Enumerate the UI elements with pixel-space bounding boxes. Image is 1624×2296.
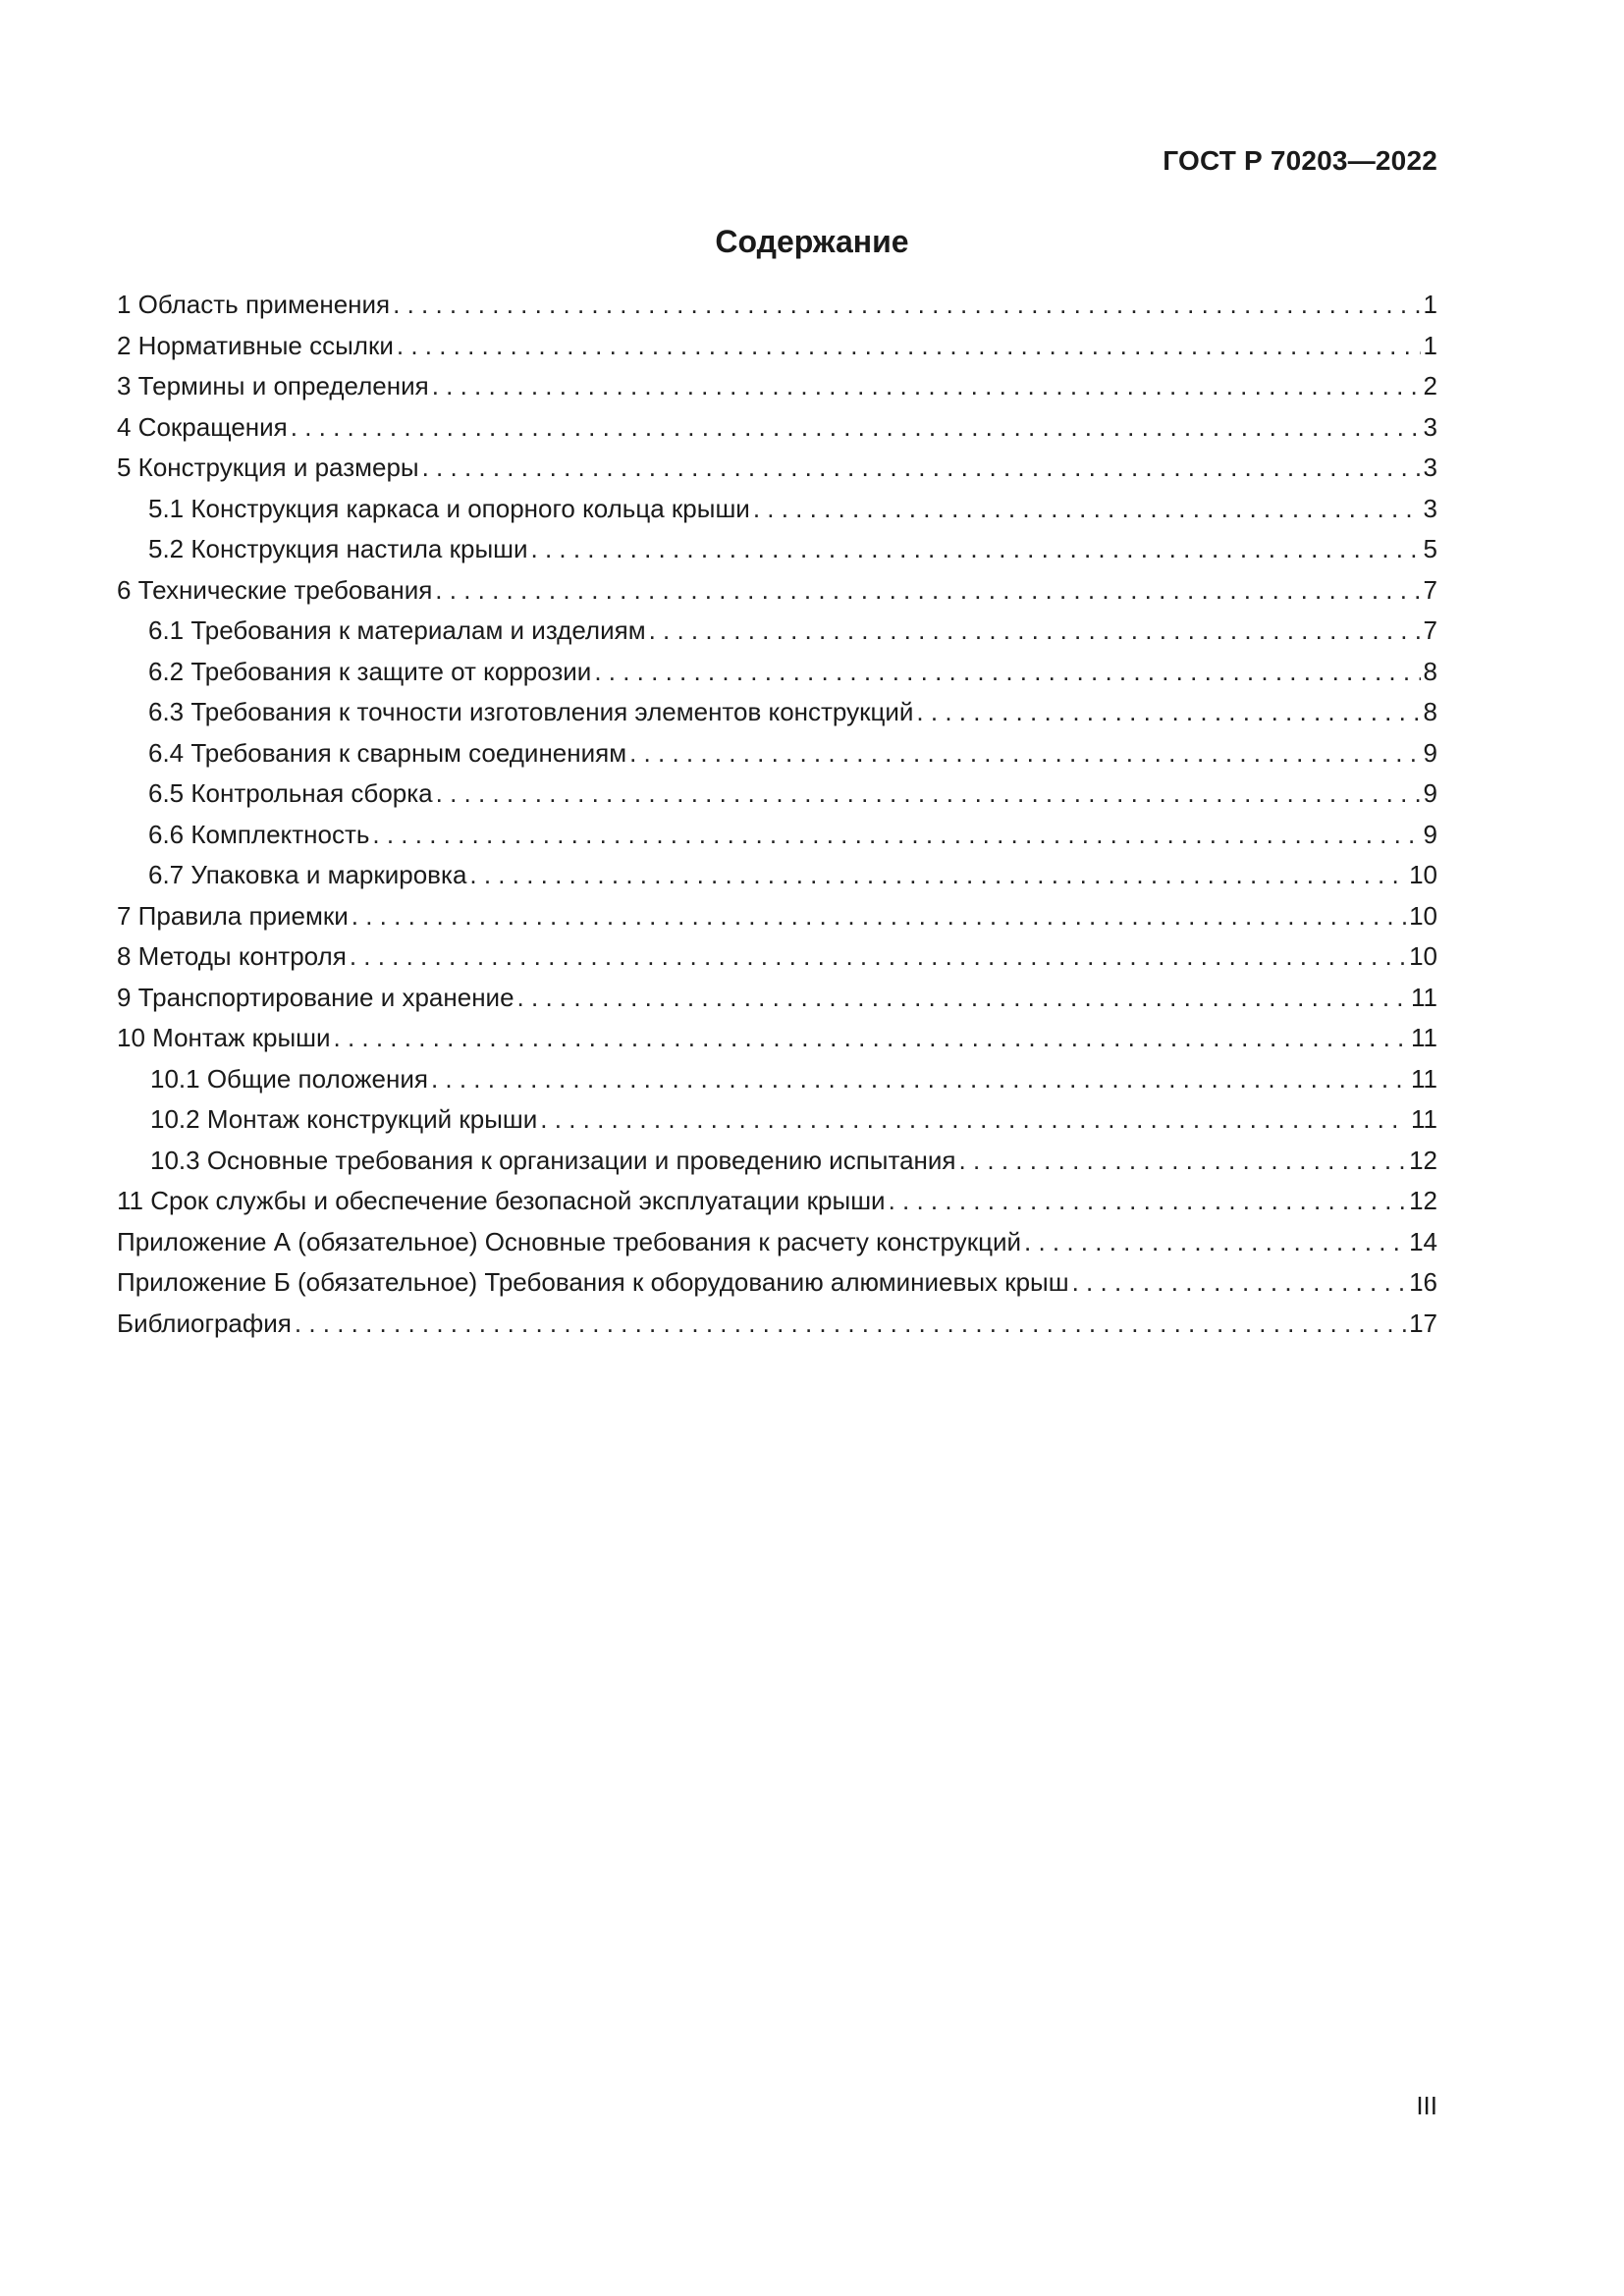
toc-leader-dots — [295, 1304, 1406, 1345]
toc-entry-label: 3 Термины и определения — [117, 371, 429, 400]
toc-leader-dots — [531, 529, 1421, 570]
table-of-contents — [117, 285, 1437, 1344]
toc-entry[interactable] — [117, 733, 1437, 774]
toc-leader-dots — [334, 1018, 1408, 1059]
toc-entry-label: 6.1 Требования к материалам и изделиям — [148, 615, 646, 645]
toc-entry[interactable] — [117, 529, 1437, 570]
toc-entry-label: 5 Конструкция и размеры — [117, 453, 419, 482]
toc-entry-page: 10 — [1409, 941, 1437, 971]
toc-entry-label: 10.2 Монтаж конструкций крыши — [150, 1104, 538, 1134]
toc-leader-dots — [432, 366, 1421, 407]
toc-entry-label: 1 Область применения — [117, 290, 391, 319]
toc-entry[interactable] — [117, 815, 1437, 856]
toc-entry-label: 6.5 Контрольная сборка — [148, 778, 433, 808]
toc-entry-page: 11 — [1411, 1063, 1437, 1094]
toc-leader-dots — [435, 570, 1420, 612]
toc-entry[interactable] — [117, 570, 1437, 612]
toc-leader-dots — [291, 407, 1421, 449]
toc-leader-dots — [517, 978, 1408, 1019]
toc-leader-dots — [629, 733, 1420, 774]
document-code: ГОСТ Р 70203—2022 — [1163, 145, 1437, 176]
toc-entry[interactable] — [117, 489, 1437, 530]
toc-entry-label: 6.4 Требования к сварным соединениям — [148, 737, 627, 768]
toc-leader-dots — [422, 448, 1421, 489]
toc-entry-page: 10 — [1409, 860, 1437, 889]
toc-leader-dots — [889, 1181, 1407, 1222]
toc-entry-page: 11 — [1411, 1023, 1437, 1052]
toc-entry-page: 12 — [1409, 1186, 1437, 1215]
toc-entry-label: Приложение Б (обязательное) Требования к оборудованию алюминиевых крыш — [117, 1267, 1069, 1297]
toc-title: Содержание — [715, 224, 909, 259]
page-number: III — [1416, 2091, 1437, 2120]
toc-leader-dots — [350, 936, 1406, 978]
toc-entry[interactable] — [117, 285, 1437, 326]
toc-entry[interactable] — [117, 1099, 1437, 1141]
toc-entry-label: 5.2 Конструкция настила крыши — [148, 534, 528, 563]
toc-entry-label: 9 Транспортирование и хранение — [117, 982, 514, 1012]
toc-entry-label: 5.1 Конструкция каркаса и опорного кольца крыши — [148, 493, 750, 523]
toc-entry-page: 7 — [1423, 615, 1437, 645]
toc-entry-page: 3 — [1423, 453, 1437, 482]
toc-entry-page: 9 — [1423, 819, 1437, 849]
toc-entry[interactable] — [117, 978, 1437, 1019]
toc-entry[interactable] — [117, 1304, 1437, 1345]
toc-entry[interactable] — [117, 1181, 1437, 1222]
toc-entry[interactable] — [117, 326, 1437, 367]
toc-entry-page: 8 — [1423, 656, 1437, 686]
toc-entry-page: 9 — [1423, 737, 1437, 768]
toc-leader-dots — [594, 652, 1420, 693]
toc-entry[interactable] — [117, 692, 1437, 733]
toc-entry-label: 2 Нормативные ссылки — [117, 330, 394, 360]
toc-entry[interactable] — [117, 611, 1437, 652]
toc-entry-page: 5 — [1423, 534, 1437, 563]
toc-entry[interactable] — [117, 855, 1437, 896]
toc-entry[interactable] — [117, 1018, 1437, 1059]
toc-entry-page: 12 — [1409, 1145, 1437, 1175]
toc-entry-page: 3 — [1423, 493, 1437, 523]
toc-leader-dots — [431, 1059, 1408, 1100]
toc-entry[interactable] — [117, 448, 1437, 489]
toc-entry[interactable] — [117, 407, 1437, 449]
toc-entry-label: 10.1 Общие положения — [150, 1063, 428, 1094]
toc-entry[interactable] — [117, 366, 1437, 407]
toc-entry-page: 3 — [1423, 411, 1437, 442]
toc-entry[interactable] — [117, 774, 1437, 815]
toc-leader-dots — [959, 1141, 1407, 1182]
toc-entry-page: 8 — [1423, 697, 1437, 726]
toc-entry-page: 14 — [1409, 1226, 1437, 1256]
toc-entry[interactable] — [117, 1059, 1437, 1100]
toc-leader-dots — [753, 489, 1421, 530]
toc-entry-page: 11 — [1411, 1104, 1437, 1134]
toc-leader-dots — [649, 611, 1421, 652]
toc-entry[interactable] — [117, 1141, 1437, 1182]
toc-entry-label: 4 Сокращения — [117, 411, 288, 442]
toc-entry-label: 6.3 Требования к точности изготовления элементов конструкций — [148, 697, 914, 726]
toc-leader-dots — [372, 815, 1420, 856]
toc-entry-label: 10.3 Основные требования к организации и проведению испытания — [150, 1145, 956, 1175]
toc-entry[interactable] — [117, 896, 1437, 937]
toc-entry-page: 2 — [1423, 371, 1437, 400]
toc-entry-label: Библиография — [117, 1308, 292, 1338]
toc-entry-page: 10 — [1409, 900, 1437, 931]
toc-entry[interactable] — [117, 936, 1437, 978]
toc-leader-dots — [393, 285, 1420, 326]
toc-leader-dots — [469, 855, 1406, 896]
toc-entry-label: 11 Срок службы и обеспечение безопасной эксплуатации крыши — [117, 1186, 886, 1215]
toc-entry-page: 16 — [1409, 1267, 1437, 1297]
toc-entry-label: 6.6 Комплектность — [148, 819, 370, 849]
toc-entry-page: 1 — [1423, 330, 1437, 360]
toc-entry-label: 6.7 Упаковка и маркировка — [148, 860, 467, 889]
toc-entry-page: 1 — [1423, 290, 1437, 319]
toc-leader-dots — [436, 774, 1421, 815]
toc-entry-label: 6.2 Требования к защите от коррозии — [148, 656, 592, 686]
toc-entry[interactable] — [117, 1222, 1437, 1263]
toc-entry-page: 9 — [1423, 778, 1437, 808]
toc-entry-label: 7 Правила приемки — [117, 900, 349, 931]
toc-entry[interactable] — [117, 652, 1437, 693]
toc-entry-label: 8 Методы контроля — [117, 941, 347, 971]
toc-entry[interactable] — [117, 1262, 1437, 1304]
toc-entry-page: 11 — [1411, 982, 1437, 1012]
toc-leader-dots — [916, 692, 1420, 733]
toc-leader-dots — [1024, 1222, 1406, 1263]
toc-leader-dots — [352, 896, 1406, 937]
toc-entry-label: Приложение А (обязательное) Основные требования к расчету конструкций — [117, 1226, 1022, 1256]
toc-leader-dots — [540, 1099, 1408, 1141]
toc-leader-dots — [397, 326, 1421, 367]
toc-entry-label: 6 Технические требования — [117, 574, 433, 605]
toc-entry-page: 17 — [1409, 1308, 1437, 1338]
toc-entry-label: 10 Монтаж крыши — [117, 1023, 331, 1052]
toc-leader-dots — [1072, 1262, 1406, 1304]
toc-entry-page: 7 — [1423, 574, 1437, 605]
